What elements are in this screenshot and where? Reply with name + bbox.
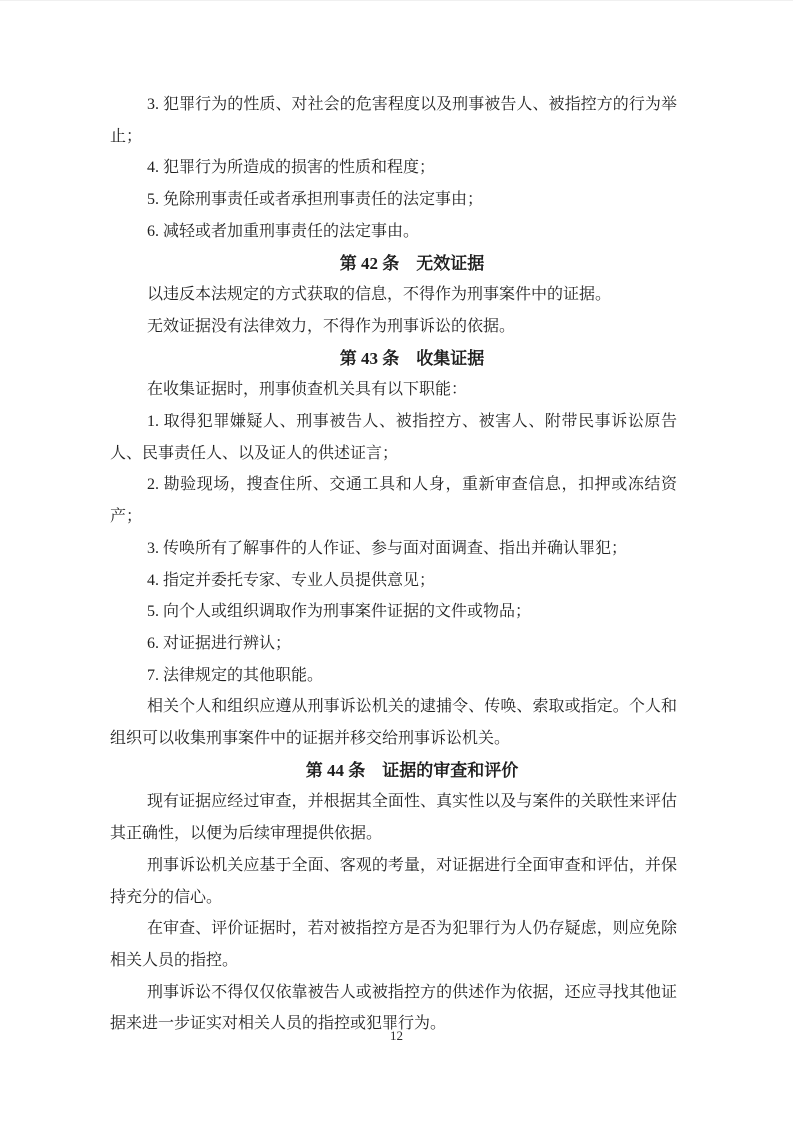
numbered-item: 2. 勘验现场，搜查住所、交通工具和人身，重新审查信息，扣押或冻结资产； [110,476,677,526]
article-42-heading: 第 42 条 无效证据 [339,253,485,273]
numbered-item: 7. 法律规定的其他职能。 [147,666,324,684]
body-paragraph: 现有证据应经过审查，并根据其全面性、真实性以及与案件的关联性来评估其正确性，以便为后续审理提供依据。 [110,793,677,843]
numbered-item: 6. 减轻或者加重刑事责任的法定事由。 [147,222,420,240]
document-body [110,89,677,1040]
numbered-item: 5. 向个人或组织调取作为刑事案件证据的文件或物品； [147,603,532,621]
numbered-item: 5. 免除刑事责任或者承担刑事责任的法定事由； [147,191,484,209]
article-44-heading: 第 44 条 证据的审查和评价 [305,760,519,780]
body-paragraph: 刑事诉讼机关应基于全面、客观的考量，对证据进行全面审查和评估，并保持充分的信心。 [110,856,677,906]
body-paragraph: 在审查、评价证据时，若对被指控方是否为犯罪行为人仍存疑虑，则应免除相关人员的指控。 [110,920,677,969]
page-footer [0,1027,793,1045]
article-43-heading: 第 43 条 收集证据 [339,348,485,368]
numbered-item: 4. 指定并委托专家、专业人员提供意见； [147,571,436,589]
body-paragraph: 在收集证据时，刑事侦查机关具有以下职能： [147,381,468,399]
page-number: 12 [390,1028,403,1043]
numbered-item: 3. 犯罪行为的性质、对社会的危害程度以及刑事被告人、被指控方的行为举止； [110,96,677,145]
numbered-item: 4. 犯罪行为所造成的损害的性质和程度； [147,159,436,177]
body-paragraph: 相关个人和组织应遵从刑事诉讼机关的逮捕令、传唤、索取或指定。个人和组织可以收集刑事案件中的证据并移交给刑事诉讼机关。 [110,698,677,748]
body-paragraph: 以违反本法规定的方式获取的信息，不得作为刑事案件中的证据。 [147,286,612,304]
body-paragraph: 无效证据没有法律效力，不得作为刑事诉讼的依据。 [147,317,516,335]
numbered-item: 3. 传唤所有了解事件的人作证、参与面对面调查、指出并确认罪犯； [147,539,628,557]
numbered-item: 1. 取得犯罪嫌疑人、刑事被告人、被指控方、被害人、附带民事诉讼原告人、民事责任人、以及证人的供述证言； [110,413,677,462]
numbered-item: 6. 对证据进行辨认； [147,634,292,652]
body-paragraph: 刑事诉讼不得仅仅依靠被告人或被指控方的供述作为依据，还应寻找其他证据来进一步证实对相关人员的指控或犯罪行为。 [110,983,677,1033]
